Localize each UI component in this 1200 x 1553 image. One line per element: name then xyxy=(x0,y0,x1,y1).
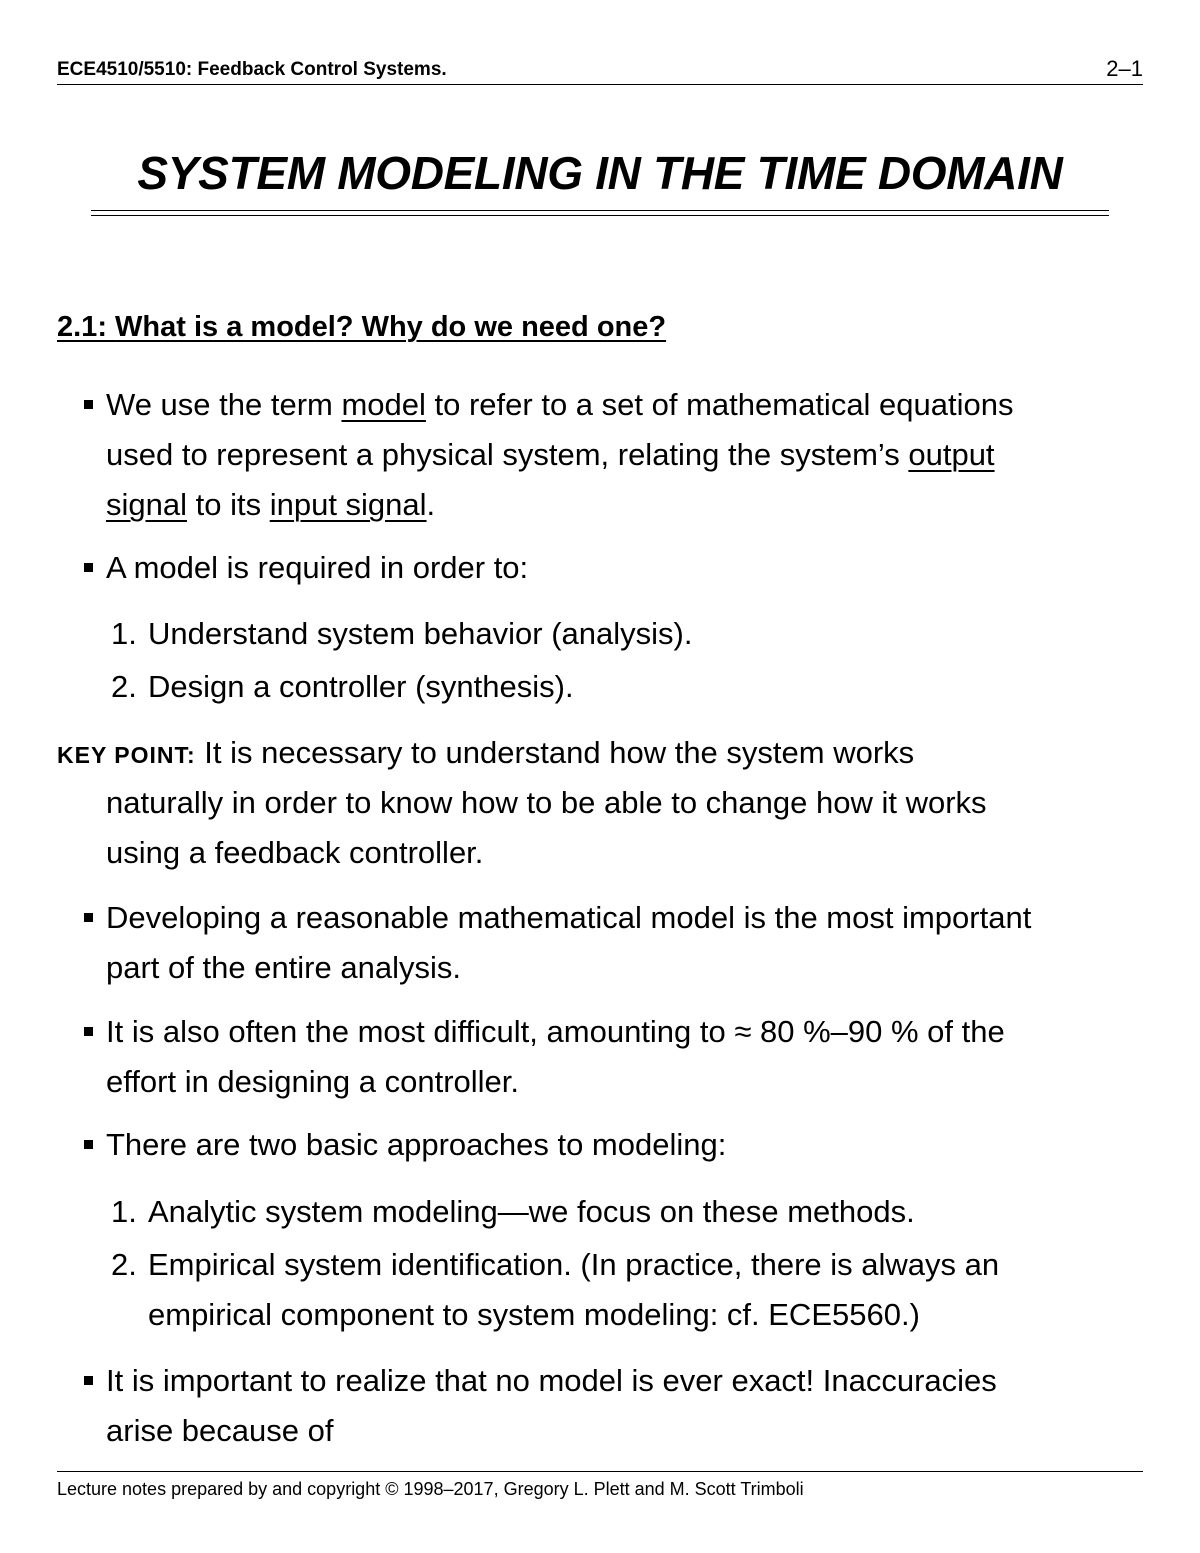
footer-rule xyxy=(57,1471,1143,1472)
bullet-important-line2: part of the entire analysis. xyxy=(106,950,461,985)
bullet-model-definition-line1 xyxy=(106,380,1014,430)
page-number: 2–1 xyxy=(1106,56,1143,81)
term-signal: signal xyxy=(106,487,187,522)
list-item-text-continued: empirical component to system modeling: cf. ECE5560.) xyxy=(148,1297,920,1332)
bullet-required: A model is required in order to: xyxy=(106,550,529,585)
header-rule xyxy=(57,84,1143,85)
list-item-text: Design a controller (synthesis). xyxy=(148,669,574,704)
bullet-model-definition-line2 xyxy=(106,430,995,480)
list-item-number: 1. xyxy=(111,616,137,651)
term-input-signal: input signal xyxy=(269,487,427,522)
key-point-line3: using a feedback controller. xyxy=(106,835,484,870)
text-span: . xyxy=(426,487,436,522)
list-item-text: Empirical system identification. (In practice, there is always an xyxy=(148,1247,1000,1282)
key-point-text: It is necessary to understand how the system works xyxy=(204,735,915,770)
bullet-difficult-line2: effort in designing a controller. xyxy=(106,1064,520,1099)
footer-copyright: Lecture notes prepared by and copyright © 1998–2017, Gregory L. Plett and M. Scott Trimboli xyxy=(57,1479,804,1499)
section-number: 2.1: xyxy=(57,311,107,343)
bullet-model-definition-line3 xyxy=(106,480,435,530)
text-span: to refer to a set of mathematical equations xyxy=(425,387,1014,422)
title-rule-top xyxy=(91,210,1109,211)
list-item-number: 1. xyxy=(111,1194,137,1229)
text-span: used to represent a physical system, relating the system’s xyxy=(106,437,909,472)
bullet-marker xyxy=(84,913,93,922)
bullet-marker xyxy=(84,400,93,409)
bullet-approaches: There are two basic approaches to modeling: xyxy=(106,1127,727,1162)
bullet-inexact-line2: arise because of xyxy=(106,1413,334,1448)
bullet-important-line1: Developing a reasonable mathematical model is the most important xyxy=(106,900,1032,935)
course-header: ECE4510/5510: Feedback Control Systems. xyxy=(57,59,447,80)
list-item-number: 2. xyxy=(111,1247,137,1282)
term-output: output xyxy=(908,437,995,472)
term-model: model xyxy=(341,387,426,422)
key-point-label: KEY POINT: xyxy=(57,742,196,768)
list-item-number: 2. xyxy=(111,669,137,704)
text-span: We use the term xyxy=(106,387,342,422)
bullet-inexact-line1: It is important to realize that no model is ever exact! Inaccuracies xyxy=(106,1363,997,1398)
bullet-marker xyxy=(84,1027,93,1036)
key-point-line2: naturally in order to know how to be able to change how it works xyxy=(106,785,987,820)
key-point-line1 xyxy=(57,728,914,780)
bullet-difficult-line1: It is also often the most difficult, amounting to ≈ 80 %–90 % of the xyxy=(106,1014,1005,1049)
bullet-marker xyxy=(84,1376,93,1385)
section-heading xyxy=(57,311,666,344)
section-title: What is a model? Why do we need one? xyxy=(115,311,667,343)
list-item-text: Understand system behavior (analysis). xyxy=(148,616,693,651)
title-rule-bottom xyxy=(91,215,1109,216)
bullet-marker xyxy=(84,563,93,572)
list-item-text: Analytic system modeling—we focus on these methods. xyxy=(148,1194,915,1229)
page-title: SYSTEM MODELING IN THE TIME DOMAIN xyxy=(137,147,1063,199)
text-span: to its xyxy=(187,487,270,522)
bullet-marker xyxy=(84,1140,93,1149)
